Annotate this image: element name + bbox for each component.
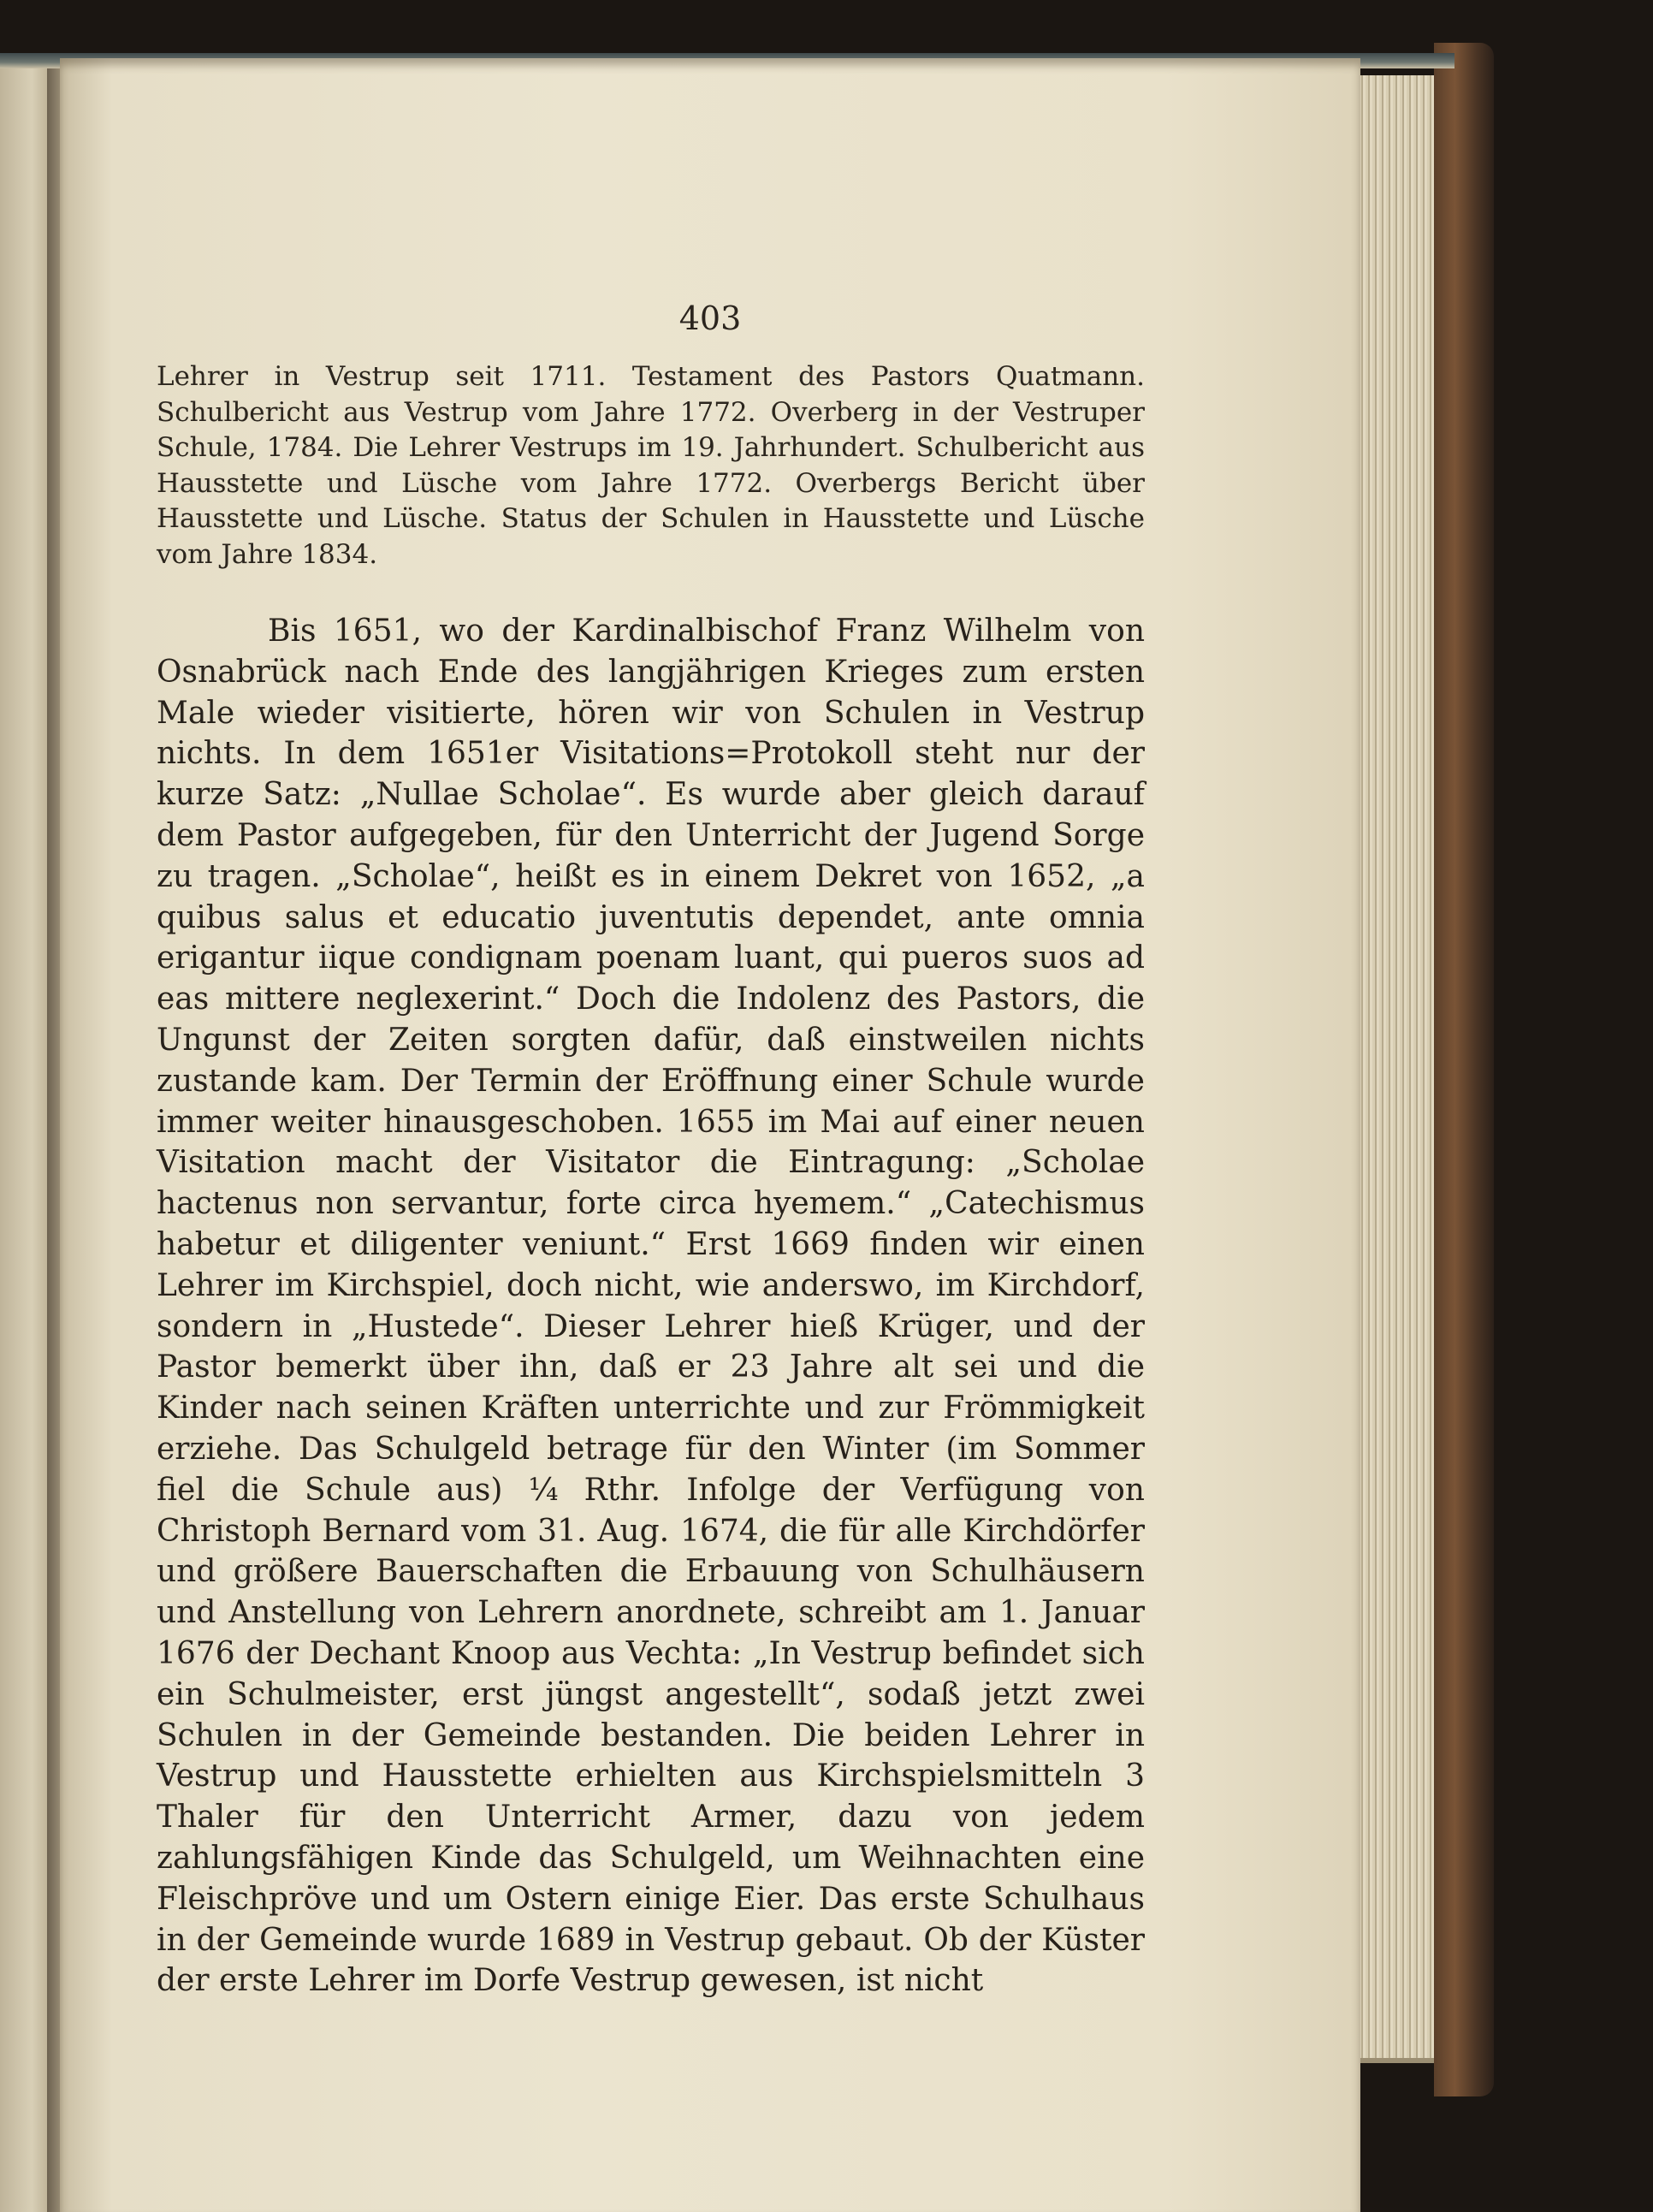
book-cover-edge bbox=[1434, 43, 1494, 2096]
body-paragraph: Bis 1651, wo der Kardinalbischof Franz Wilhelm von Osnabrück nach Ende des langjährigen Krieges zum ersten Male wieder visitierte, hören wir von Schulen in Vestrup nichts. In dem 1651er Visitations=Protokoll steht nur der kurze Satz: „Nullae Scholae“. Es wurde aber gleich darauf dem Pastor aufgegeben, für den Unterricht der Jugend Sorge zu tragen. „Scholae“, heißt es in einem Dekret von 1652, „a quibus salus et educatio juventutis dependet, ante omnia erigantur iique condignam poenam luant, qui pueros suos ad eas mittere neglexerint.“ Doch die Indolenz des Pastors, die Ungunst der Zeiten sorgten dafür, daß einstweilen nichts zustande kam. Der Termin der Eröffnung einer Schule wurde immer weiter hinausgeschoben. 1655 im Mai auf einer neuen Visitation macht der Visitator die Eintragung: „Scholae hactenus non servantur, forte circa hyemem.“ „Catechismus habetur et diligenter veniunt.“ Erst 1669 finden wir einen Lehrer im Kirchspiel, doch nicht, wie anderswo, im Kirchdorf, sondern in „Hustede“. Dieser Lehrer hieß Krüger, und der Pastor bemerkt über ihn, daß er 23 Jahre alt sei und die Kinder nach seinen Kräften unterrichte und zur Frömmigkeit erziehe. Das Schulgeld betrage für den Winter (im Sommer fiel die Schule aus) ¼ Rthr. Infolge der Verfügung von Christoph Bernard vom 31. Aug. 1674, die für alle Kirchdörfer und größere Bauerschaften die Erbauung von Schulhäusern und Anstellung von Lehrern anordnete, schreibt am 1. Januar 1676 der Dechant Knoop aus Vechta: „In Vestrup befindet sich ein Schulmeister, erst jüngst angestellt“, sodaß jetzt zwei Schulen in der Gemeinde bestanden. Die beiden Lehrer in Vestrup und Hausstette erhielten aus Kirchspielsmitteln 3 Thaler für den Unterricht Armer, dazu von jedem zahlungsfähigen Kinde das Schulgeld, um Weihnachten eine Fleischpröve und um Ostern einige Eier. Das erste Schulhaus in der Gemeinde wurde 1689 in Vestrup gebaut. Ob der Küster der erste Lehrer im Dorfe Vestrup gewesen, ist nicht bbox=[157, 614, 1145, 1999]
left-page-edge bbox=[0, 68, 53, 2212]
page-number: 403 bbox=[678, 299, 742, 337]
page-stack-edges bbox=[1359, 75, 1434, 2063]
chapter-summary: Lehrer in Vestrup seit 1711. Testament des Pastors Quatmann. Schulbericht aus Vestrup vom Jahre 1772. Overberg in der Vestruper Schule, 1784. Die Lehrer Vestrups im 19. Jahrhundert. Schulbericht aus Hausstette und Lüsche vom Jahre 1772. Overbergs Bericht über Hausstette und Lüsche. Status der Schulen in Hausstette und Lüsche vom Jahre 1834. bbox=[157, 361, 1145, 570]
book-page bbox=[60, 58, 1360, 2212]
